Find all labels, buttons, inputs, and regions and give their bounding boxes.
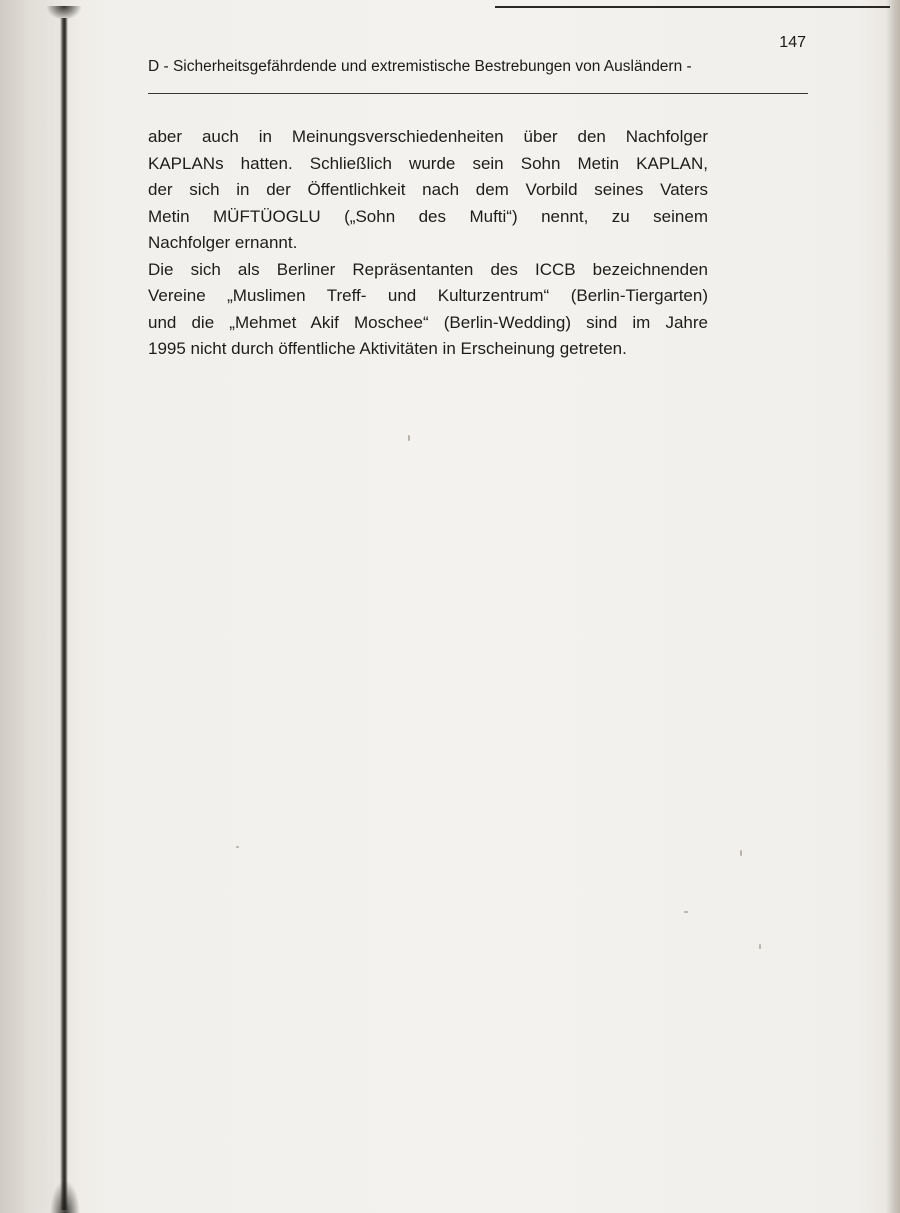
binding-top-mark: [46, 6, 82, 20]
text-line: Die sich als Berliner Repräsentanten des ICCB bezeichnenden: [148, 259, 708, 279]
top-edge-rule: [495, 6, 890, 8]
text-line: Nachfolger ernannt.: [148, 233, 298, 252]
text-line: Vereine „Muslimen Treff- und Kulturzentrum“ (Berlin-Tiergarten): [148, 286, 708, 305]
page-right-edge: [886, 0, 900, 1213]
scan-speck: [759, 944, 761, 949]
page-number: 147: [779, 34, 806, 51]
text-line: Metin MÜFTÜOGLU („Sohn des Mufti“) nennt, zu seinem: [148, 206, 708, 226]
paragraph-2: [148, 257, 708, 363]
binding-shadow: [0, 0, 80, 1213]
scan-speck: [684, 911, 688, 913]
scan-speck: [236, 846, 239, 848]
body-text: [148, 124, 708, 363]
running-header: D - Sicherheitsgefährdende und extremistische Bestrebungen von Ausländern -: [148, 58, 692, 75]
binding-bottom-mark: [50, 1180, 80, 1213]
text-line: aber auch in Meinungsverschiedenheiten über den Nachfolger: [148, 127, 708, 146]
text-line: 1995 nicht durch öffentliche Aktivitäten in Erscheinung getreten.: [148, 339, 627, 358]
text-line: der sich in der Öffentlichkeit nach dem Vorbild seines Vaters: [148, 180, 708, 199]
header-divider: [148, 93, 808, 94]
binding-gutter-line: [60, 18, 68, 1210]
paragraph-1: [148, 124, 708, 257]
text-line: und die „Mehmet Akif Moschee“ (Berlin-Wedding) sind im Jahre: [148, 312, 708, 332]
scan-speck: [408, 435, 410, 441]
scan-speck: [740, 850, 742, 856]
text-line: KAPLANs hatten. Schließlich wurde sein Sohn Metin KAPLAN,: [148, 153, 708, 173]
